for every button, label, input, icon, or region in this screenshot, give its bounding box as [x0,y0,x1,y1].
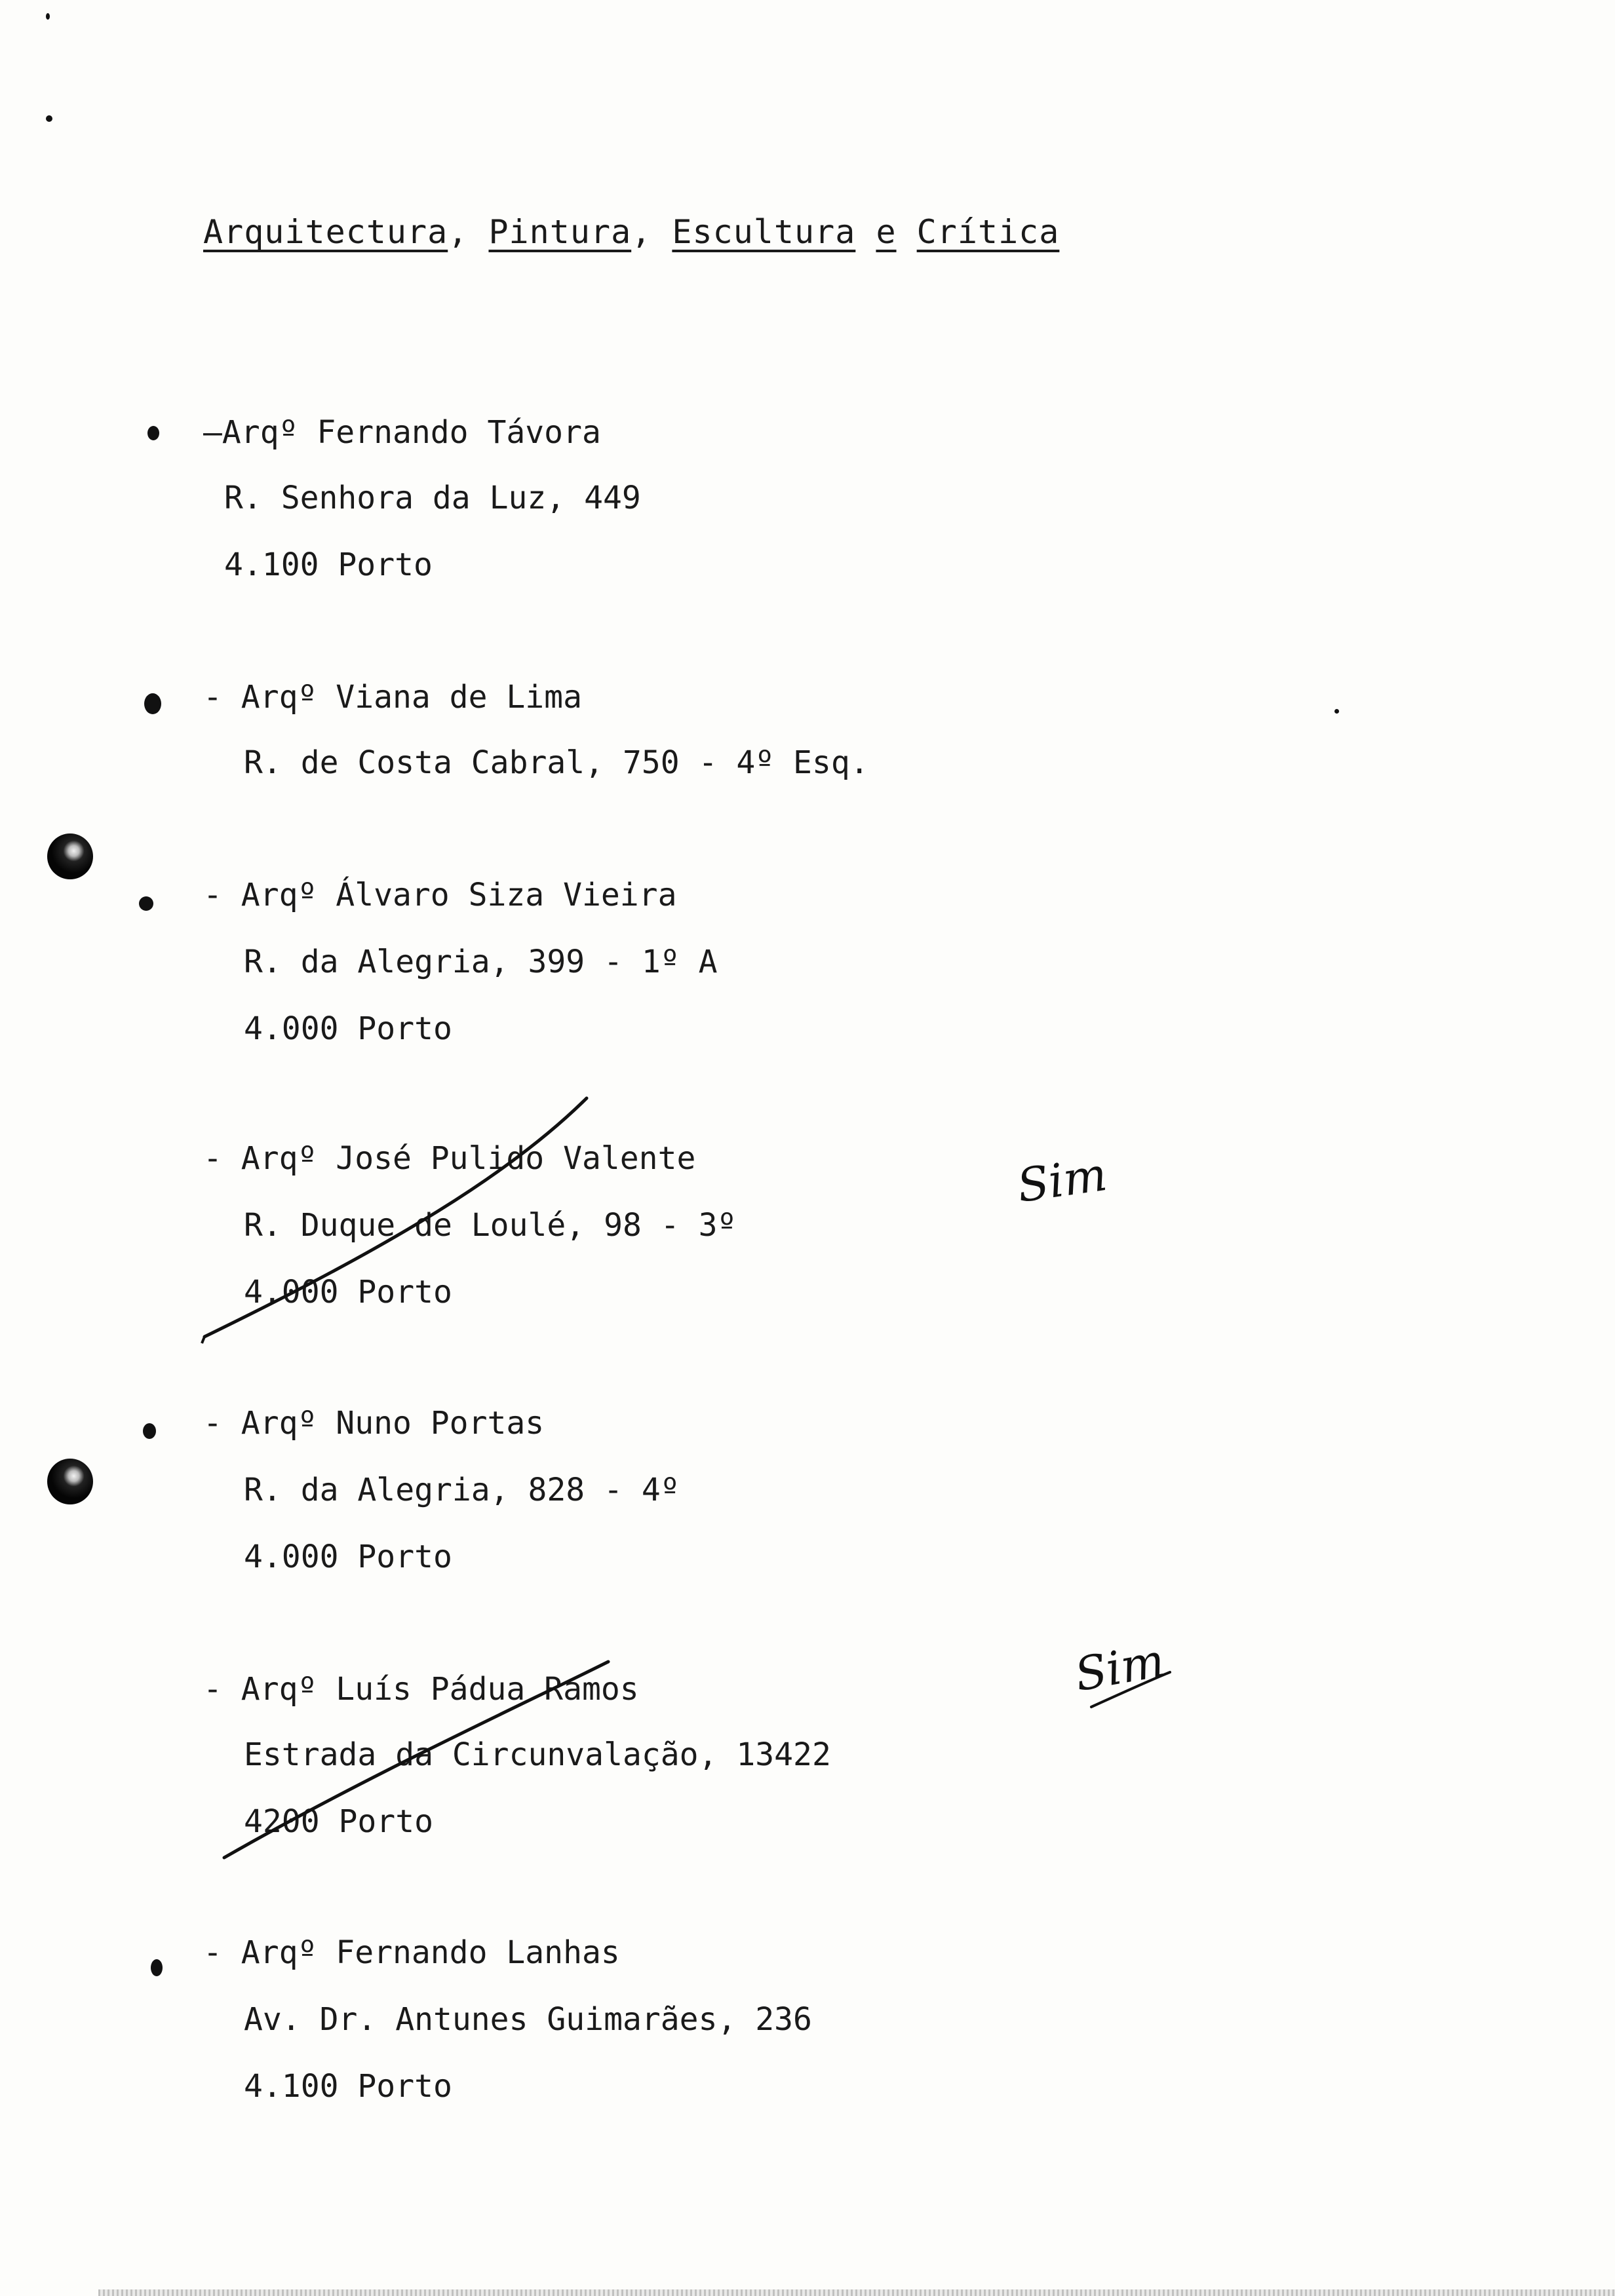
title-escultura: Escultura [672,213,856,251]
contact-address: R. de Costa Cabral, 750 - 4º Esq. [244,744,869,781]
contact-address: Estrada da Circunvalação, 13422 [244,1736,831,1773]
contact-address: R. da Alegria, 828 - 4º [244,1472,680,1508]
title-separator: , [631,213,672,251]
contact-address: R. Senhora da Luz, 449 [224,480,641,516]
contact-name: —Arqº Fernando Távora [203,414,601,451]
contact-address: R. da Alegria, 399 - 1º A [244,944,718,980]
title-arquitectura: Arquitectura [203,213,448,251]
handwritten-note-sim: Sim [1013,1147,1110,1214]
contact-city: 4200 Porto [244,1803,433,1840]
title-pintura: Pintura [488,213,632,251]
contact-address: Av. Dr. Antunes Guimarães, 236 [244,2001,812,2038]
contact-city: 4.100 Porto [224,546,433,583]
contact-name: - Arqº Luís Pádua Ramos [203,1671,639,1708]
contact-address: R. Duque de Loulé, 98 - 3º [244,1207,737,1244]
contact-city: 4.000 Porto [244,1274,452,1311]
contact-city: 4.000 Porto [244,1010,452,1047]
title-e: e [876,213,897,251]
title-separator: , [448,213,489,251]
contact-name: - Arqº Viana de Lima [203,679,582,716]
contact-name: - Arqº Fernando Lanhas [203,1934,620,1971]
contact-city: 4.000 Porto [244,1539,452,1575]
contact-name: - Arqº Nuno Portas [203,1405,545,1442]
title-critica: Crítica [916,213,1060,251]
handwritten-note-sim: Sim [1070,1633,1169,1702]
scan-edge [98,2289,1615,2296]
contact-name: - Arqº José Pulido Valente [203,1140,696,1177]
contact-city: 4.100 Porto [244,2068,452,2105]
contact-name: - Arqº Álvaro Siza Vieira [203,877,677,913]
